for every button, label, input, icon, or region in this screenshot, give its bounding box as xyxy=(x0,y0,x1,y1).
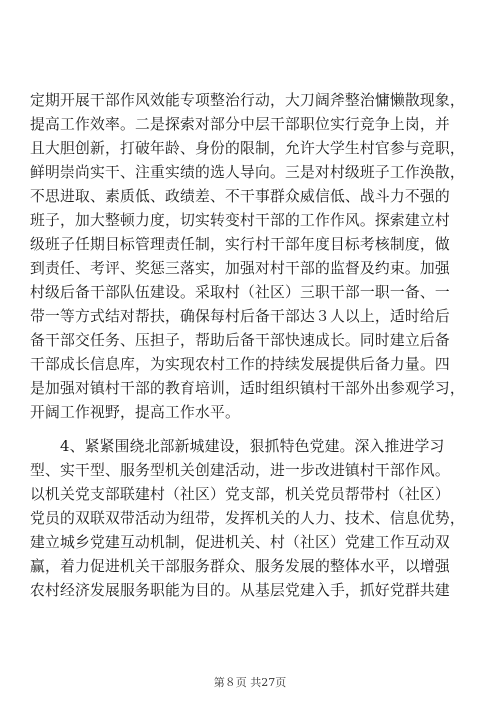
text-line: 村级后备干部队伍建设。采取村（社区）三职干部一职一备、一 xyxy=(30,284,450,301)
paragraph-first-line: 4、紧紧围绕北部新城建设，狠抓特色党建。深入推进学习 xyxy=(60,438,445,455)
text-line: 班子，加大整顿力度，切实转变村干部的工作作风。探索建立村 xyxy=(30,212,450,229)
text-line: 农村经济发展服务职能为目的。从基层党建入手，抓好党群共建 xyxy=(30,582,450,599)
body-text xyxy=(30,89,470,603)
text-line: 级班子任期目标管理责任制，实行村干部年度目标考核制度，做 xyxy=(30,236,450,253)
text-line: 定期开展干部作风效能专项整治行动，大刀阔斧整治慵懒散现象， xyxy=(30,92,465,109)
text-line: 且大胆创新，打破年龄、身份的限制，允许大学生村官参与竞职， xyxy=(30,140,465,157)
text-line: 党员的双联双带活动为纽带，发挥机关的人力、技术、信息优势， xyxy=(30,510,465,527)
text-line: 到责任、考评、奖惩三落实，加强对村干部的监督及约束。加强 xyxy=(30,260,450,277)
text-line: 备干部交任务、压担子，帮助后备干部快速成长。同时建立后备 xyxy=(30,332,450,349)
text-line: 开阔工作视野，提高工作水平。 xyxy=(30,404,240,421)
text-line: 提高工作效率。二是探索对部分中层干部职位实行竞争上岗，并 xyxy=(30,116,450,133)
text-line: 是加强对镇村干部的教育培训，适时组织镇村干部外出参观学习， xyxy=(30,380,465,397)
text-line: 鲜明崇尚实干、注重实绩的选人导向。三是对村级班子工作涣散， xyxy=(30,164,465,181)
text-line: 建立城乡党建互动机制，促进机关、村（社区）党建工作互动双 xyxy=(30,534,450,551)
text-line: 赢，着力促进机关干部服务群众、服务发展的整体水平，以增强 xyxy=(30,558,450,575)
page-number-footer: 第８页 共27页 xyxy=(213,676,287,689)
text-line: 不思进取、素质低、政绩差、不干事群众威信低、战斗力不强的 xyxy=(30,188,450,205)
text-line: 干部成长信息库，为实现农村工作的持续发展提供后备力量。四 xyxy=(30,356,450,373)
text-line: 型、实干型、服务型机关创建活动，进一步改进镇村干部作风。 xyxy=(30,462,450,479)
text-line: 带一等方式结对帮扶，确保每村后备干部达３人以上，适时给后 xyxy=(30,308,450,325)
text-line: 以机关党支部联建村（社区）党支部，机关党员帮带村（社区） xyxy=(30,486,450,503)
